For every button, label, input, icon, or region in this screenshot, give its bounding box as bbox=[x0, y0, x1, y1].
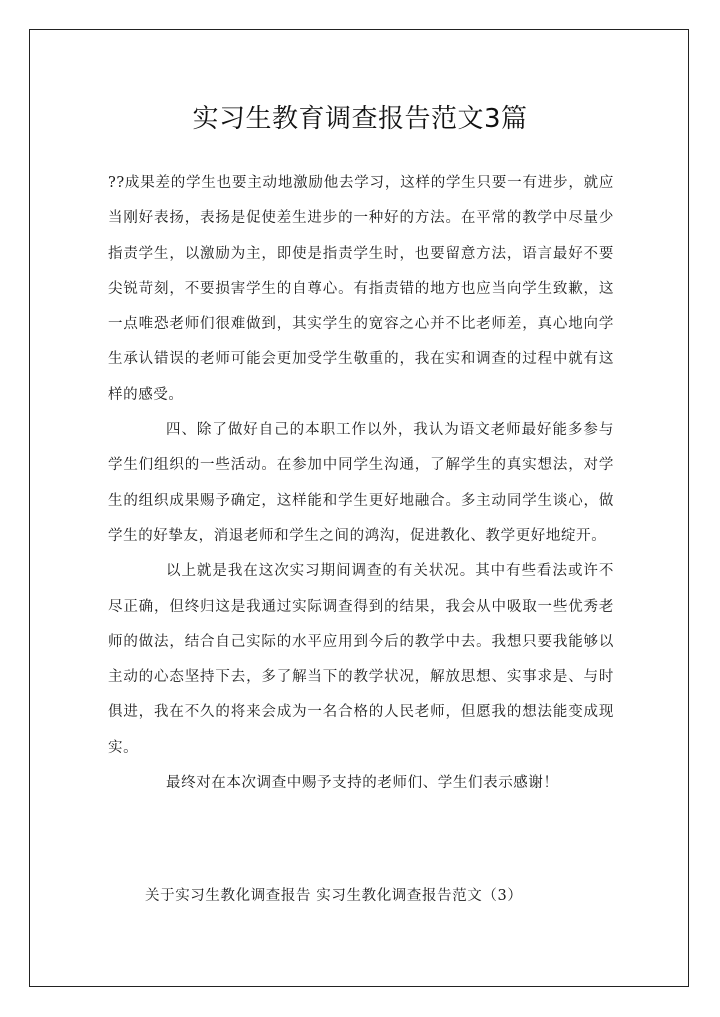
section-subheading: 关于实习生教化调查报告 实习生教化调查报告范文（3） bbox=[145, 888, 523, 904]
paragraph-thanks: 最终对在本次调查中赐予支持的老师们、学生们表示感谢！ bbox=[166, 775, 559, 792]
document-body bbox=[108, 166, 614, 801]
paragraph-2: 四、除了做好自己的本职工作以外，我认为语文老师最好能多参与学生们组织的一些活动。在参加中同学生沟通，了解学生的真实想法，对学生的组织成果赐予确定，这样能和学生更好地融合。多主动同学生谈心，做学生的好挚友，消退老师和学生之间的鸿沟，促进教化、教学更好地绽开。 bbox=[108, 422, 614, 544]
paragraph-1: ??成果差的学生也要主动地激励他去学习，这样的学生只要一有进步，就应当刚好表扬，表扬是促使差生进步的一种好的方法。在平常的教学中尽量少指责学生，以激励为主，即使是指责学生时，也要留意方法，语言最好不要尖锐苛刻，不要损害学生的自尊心。有指责错的地方也应当向学生致歉，这一点唯恐老师们很难做到，其实学生的宽容之心并不比老师差，真心地向学生承认错误的老师可能会更加受学生敬重的，我在实和调查的过程中就有这样的感受。 bbox=[108, 175, 614, 403]
document-title: 实习生教育调查报告范文3篇 bbox=[192, 104, 528, 134]
paragraph-3: 以上就是我在这次实习期间调查的有关状况。其中有些看法或许不尽正确，但终归这是我通过实际调查得到的结果，我会从中吸取一些优秀老师的做法，结合自己实际的水平应用到今后的教学中去。我想只要我能够以主动的心态坚持下去，多了解当下的教学状况，解放思想、实事求是、与时俱进，我在不久的将来会成为一名合格的人民老师，但愿我的想法能变成现实。 bbox=[108, 563, 614, 756]
